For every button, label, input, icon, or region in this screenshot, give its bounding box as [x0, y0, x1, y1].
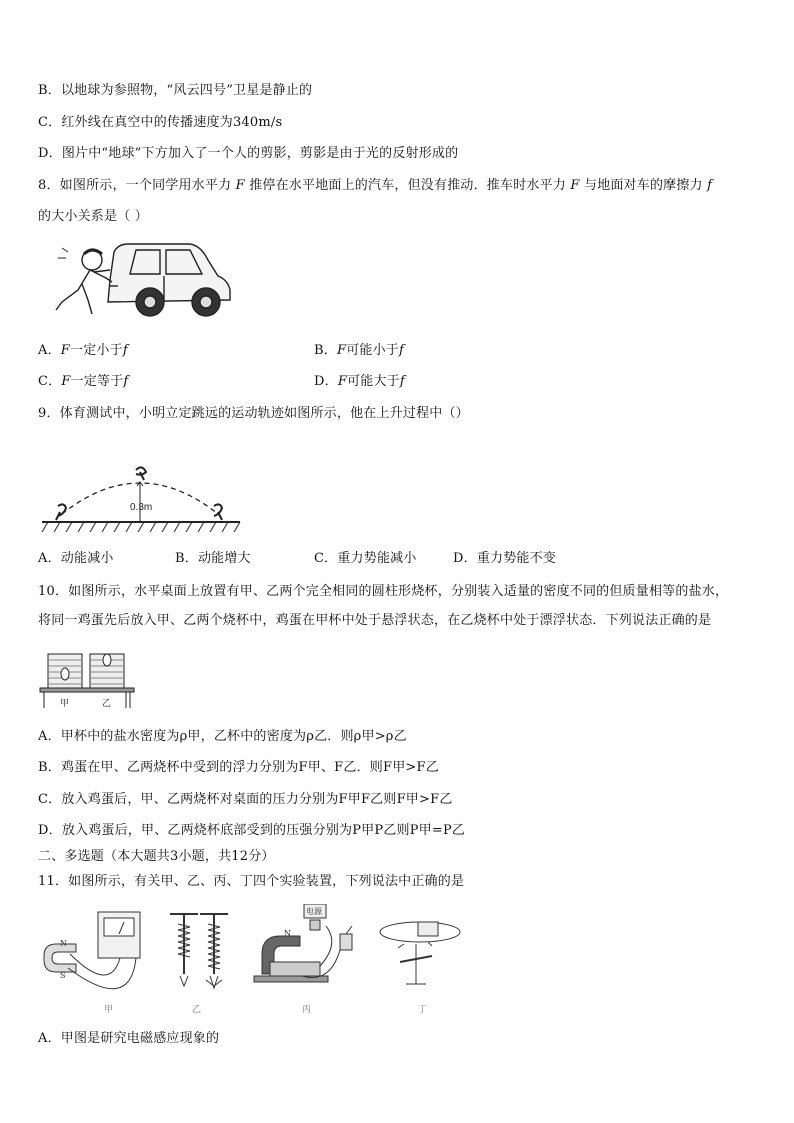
- svg-text:N: N: [60, 939, 67, 948]
- beakers-figure: [38, 648, 138, 710]
- q8-option-c: C．F一定等于f: [38, 374, 129, 389]
- height-label: 0.3m: [130, 502, 153, 513]
- q9-stem: 9．体育测试中，小明立定跳远的运动轨迹如图所示，他在上升过程中（）: [38, 406, 469, 421]
- q10-stem-line1: 10．如图所示，水平桌面上放置有甲、乙两个完全相同的圆柱形烧杯，分别装入适量的密度不同的但质量相等的盐水，: [38, 584, 729, 599]
- beaker-label-yi: 乙: [102, 699, 112, 709]
- q8-stem-line1: 8．如图所示，一个同学用水平力 F 推停在水平地面上的汽车，但没有推动．推车时水平力 F 与地面对车的摩擦力 f: [38, 178, 713, 193]
- q8-option-a: A．F一定小于f: [38, 343, 128, 358]
- fig-label-yi: 乙: [192, 1005, 202, 1015]
- q9-option-b: B．动能增大: [175, 551, 251, 566]
- standing-long-jump-figure: [40, 462, 242, 542]
- four-experiments-figure: [40, 904, 470, 1018]
- power-source-label: 电源: [306, 907, 322, 916]
- fig-label-jia: 甲: [104, 1005, 114, 1015]
- fig-label-bing: 丙: [302, 1005, 312, 1015]
- q10-option-b: B．鸡蛋在甲、乙两烧杯中受到的浮力分别为F甲、F乙．则F甲>F乙: [38, 760, 439, 775]
- section-heading-multiple-choice: 二、多选题（本大题共3小题，共12分）: [38, 849, 275, 864]
- q11-option-a: A．甲图是研究电磁感应现象的: [38, 1031, 220, 1046]
- q9-option-d: D．重力势能不变: [453, 551, 557, 566]
- q7-option-c: C．红外线在真空中的传播速度为340m/s: [38, 115, 283, 130]
- q10-option-d: D．放入鸡蛋后，甲、乙两烧杯底部受到的压强分别为P甲P乙则P甲=P乙: [38, 823, 466, 838]
- q7-option-d: D．图片中“地球”下方加入了一个人的剪影，剪影是由于光的反射形成的: [38, 146, 459, 161]
- boy-pushing-car-figure: [48, 238, 234, 324]
- svg-text:N: N: [284, 929, 291, 938]
- q10-stem-line2: 将同一鸡蛋先后放入甲、乙两个烧杯中，鸡蛋在甲杯中处于悬浮状态，在乙烧杯中处于漂浮状态．下列说法正确的是: [38, 613, 712, 628]
- svg-text:S: S: [60, 971, 66, 980]
- beaker-label-jia: 甲: [60, 699, 70, 709]
- q9-option-c: C．重力势能减小: [314, 551, 417, 566]
- q7-option-b: B．以地球为参照物，“风云四号”卫星是静止的: [38, 83, 313, 98]
- q11-stem: 11．如图所示，有关甲、乙、丙、丁四个实验装置，下列说法中正确的是: [38, 874, 465, 889]
- q9-option-a: A．动能减小: [38, 551, 114, 566]
- fig-label-ding: 丁: [418, 1005, 428, 1015]
- q10-option-c: C．放入鸡蛋后，甲、乙两烧杯对桌面的压力分别为F甲F乙则F甲>F乙: [38, 792, 453, 807]
- q8-option-d: D．F可能大于f: [314, 374, 405, 389]
- q8-stem-line2: 的大小关系是（ ）: [38, 209, 148, 224]
- q10-option-a: A．甲杯中的盐水密度为ρ甲，乙杯中的密度为ρ乙．则ρ甲>ρ乙: [38, 729, 407, 744]
- q8-option-b: B．F可能小于f: [314, 343, 405, 358]
